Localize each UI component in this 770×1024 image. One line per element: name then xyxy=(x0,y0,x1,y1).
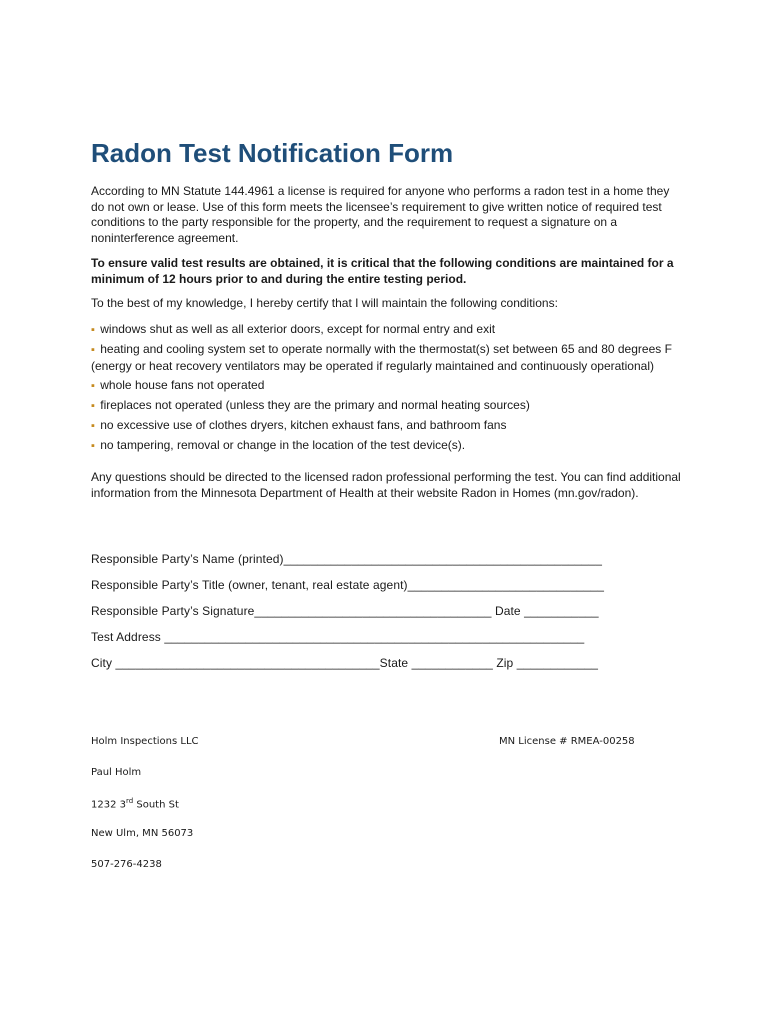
street-name: South St xyxy=(133,799,179,811)
condition-text: fireplaces not operated (unless they are the primary and normal heating sources) xyxy=(100,397,530,412)
bullet-icon: ▪ xyxy=(91,344,95,356)
responsible-party-title-field[interactable]: Responsible Party’s Title (owner, tenant, real estate agent)_____________________________ xyxy=(91,578,605,592)
conditions-list xyxy=(91,322,681,458)
condition-text: no tampering, removal or change in the location of the test device(s). xyxy=(100,437,466,452)
license-number: MN License # RMEA-00258 xyxy=(499,736,635,747)
signature-date-field[interactable]: Responsible Party’s Signature___________________________________ Date ___________ xyxy=(91,604,599,618)
questions-paragraph: Any questions should be directed to the licensed radon professional performing the test. You can find additional information from the Minnesota Department of Health at their website Radon in Homes (mn.gov/radon). xyxy=(91,470,681,500)
list-item xyxy=(91,322,681,339)
responsible-party-name-field[interactable]: Responsible Party’s Name (printed)_______________________________________________ xyxy=(91,552,602,566)
bullet-icon: ▪ xyxy=(91,419,95,432)
bullet-icon: ▪ xyxy=(91,324,95,336)
condition-text: no excessive use of clothes dryers, kitchen exhaust fans, and bathroom fans xyxy=(100,417,507,432)
condition-text: windows shut as well as all exterior doors, except for normal entry and exit xyxy=(100,322,496,336)
condition-text: heating and cooling system set to operate normally with the thermostat(s) set between 65 and 80 degrees F (energy or heat recovery ventilators may be operated if regularly maintained and continuously operational) xyxy=(91,342,672,373)
certify-statement: To the best of my knowledge, I hereby certify that I will maintain the following conditions: xyxy=(91,296,558,310)
test-address-field[interactable]: Test Address ______________________________________________________________ xyxy=(91,630,585,644)
street-address xyxy=(91,797,179,810)
page-title: Radon Test Notification Form xyxy=(91,138,454,168)
company-name: Holm Inspections LLC xyxy=(91,736,199,747)
list-item xyxy=(91,418,681,435)
intro-paragraph: According to MN Statute 144.4961 a license is required for anyone who performs a radon test in a home they do not own or lease. Use of this form meets the licensee’s requirement to give written notice of required test conditions to the party responsible for the property, and the requirement to request a signature on a noninterference agreement. xyxy=(91,184,670,245)
conditions-emphasis: To ensure valid test results are obtained, it is critical that the following conditions are maintained for a minimum of 12 hours prior to and during the entire testing period. xyxy=(91,256,674,286)
phone-number: 507-276-4238 xyxy=(91,859,162,870)
list-item xyxy=(91,342,681,374)
owner-name: Paul Holm xyxy=(91,767,142,778)
bullet-icon: ▪ xyxy=(91,379,95,392)
street-ordinal: rd xyxy=(126,797,134,805)
list-item xyxy=(91,398,681,415)
bullet-icon: ▪ xyxy=(91,399,95,412)
bullet-icon: ▪ xyxy=(91,439,95,452)
city-state-zip-field[interactable]: City _______________________________________State ____________ Zip ____________ xyxy=(91,656,599,670)
city-zip: New Ulm, MN 56073 xyxy=(91,828,194,839)
list-item xyxy=(91,438,681,455)
list-item xyxy=(91,378,681,395)
condition-text: whole house fans not operated xyxy=(100,377,265,392)
street-number: 1232 3 xyxy=(91,799,126,811)
